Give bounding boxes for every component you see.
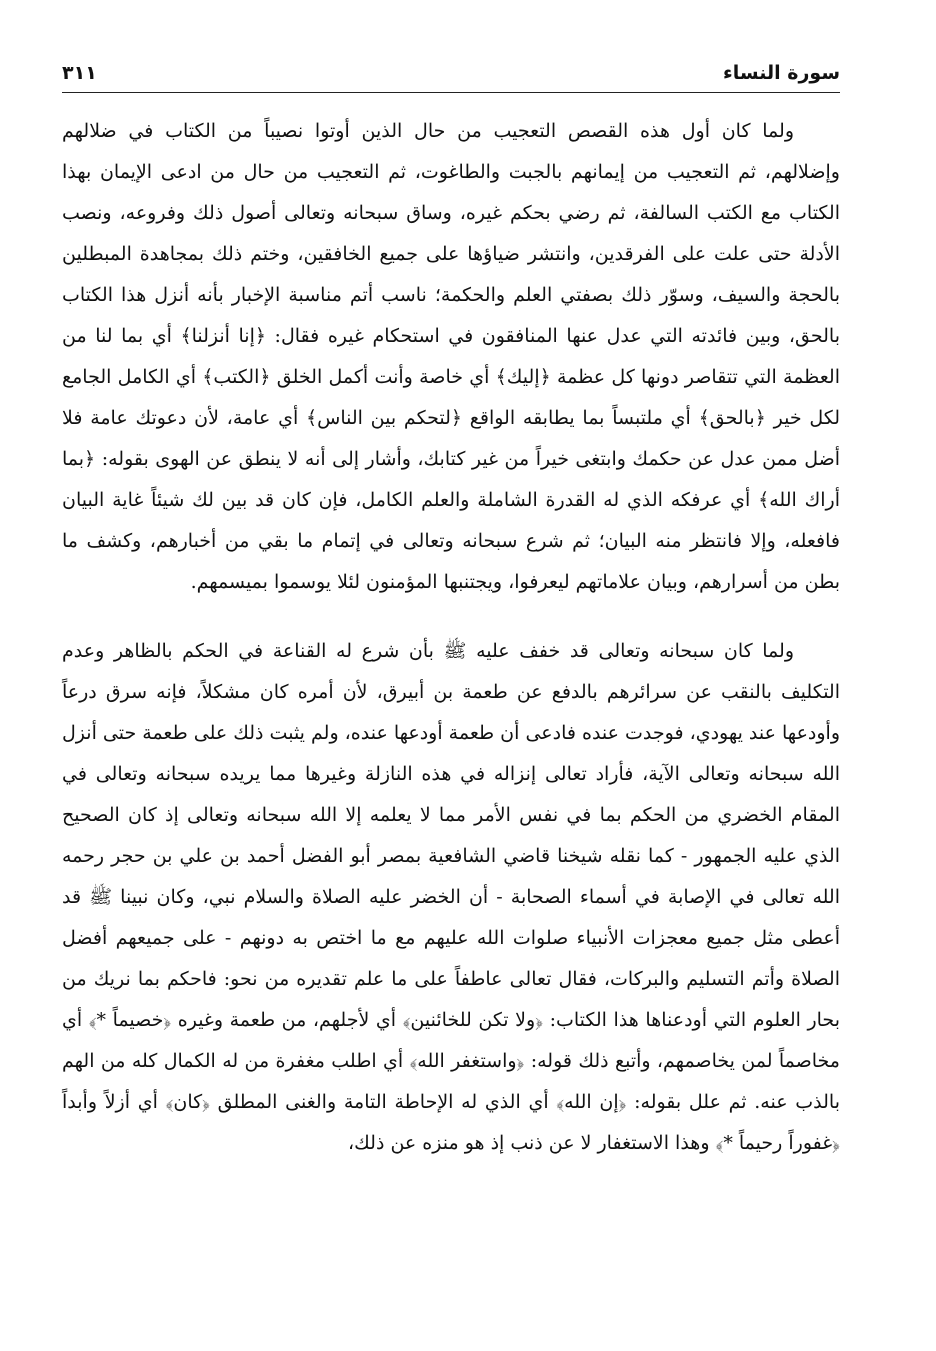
body-text — [62, 111, 840, 1164]
page-number: ٣١١ — [62, 62, 97, 84]
paragraph-gap — [62, 603, 840, 631]
running-header — [62, 54, 840, 93]
paragraph: ولما كان أول هذه القصص التعجيب من حال الذين أوتوا نصيباً من الكتاب في ضلالهم وإضلالهم، ثم التعجيب من إيمانهم بالجبت والطاغوت، ثم التعجيب من حال من ادعى الإيمان بهذا الكتاب مع الكتب السالفة، ثم رضي بحكم غيره، وساق سبحانه وتعالى أصول ذلك وفروعه، ونصب الأدلة حتى علت على الفرقدين، وانتشر ضياؤها على جميع الخافقين، وختم ذلك بمجاهدة المبطلين بالحجة والسيف، وسوّر ذلك بصفتي العلم والحكمة؛ ناسب أتم مناسبة الإخبار بأنه أنزل هذا الكتاب بالحق، وبين فائدته التي عدل عنها المنافقون في استحكام غيره فقال: ﴿إنا أنزلنا﴾ أي بما لنا من العظمة التي تتقاصر دونها كل عظمة ﴿إليك﴾ أي خاصة وأنت أكمل الخلق ﴿الكتب﴾ أي الكامل الجامع لكل خير ﴿بالحق﴾ أي ملتبساً بما يطابقه الواقع ﴿لتحكم بين الناس﴾ أي عامة، لأن دعوتك عامة فلا أضل ممن عدل عن حكمك وابتغى خيراً من غير كتابك، وأشار إلى أنه لا ينطق عن الهوى بقوله: ﴿بما أراك الله﴾ أي عرفكه الذي له القدرة الشاملة والعلم الكامل، فإن كان قد بين لك شيئاً غاية البيان فافعله، وإلا فانتظر منه البيان؛ ثم شرع سبحانه وتعالى في إتمام ما بقي من أخبارهم، وكشف ما بطن من أسرارهم، وبيان علاماتهم ليعرفوا، ويجتنبها المؤمنون لئلا يوسموا بميسمهم. — [62, 120, 840, 593]
book-page — [62, 54, 840, 1324]
surah-title: سورة النساء — [723, 62, 840, 84]
paragraph: ولما كان سبحانه وتعالى قد خفف عليه ﷺ بأن شرع له القناعة في الحكم بالظاهر وعدم التكليف بالنقب عن سرائرهم بالدفع عن طعمة بن أبيرق، لأن أمره كان مشكلاً، فإنه سرق درعاً وأودعها عند يهودي، فوجدت عنده فادعى أن طعمة أودعها عنده، ولم يثبت ذلك على طعمة حتى أنزل الله سبحانه وتعالى الآية، فأراد تعالى إنزاله في هذه النازلة وغيرها مما يريده سبحانه وتعالى في المقام الخضري من الحكم بما في نفس الأمر مما لا يعلمه إلا الله سبحانه وتعالى إذ كان الصحيح الذي عليه الجمهور - كما نقله شيخنا قاضي الشافعية بمصر أبو الفضل أحمد بن علي بن حجر رحمه الله تعالى في الإصابة في أسماء الصحابة - أن الخضر عليه الصلاة والسلام نبي، وكان نبينا ﷺ قد أعطى مثل جميع معجزات الأنبياء صلوات الله عليهم مع ما اختص به دونهم - على جميعهم أفضل الصلاة وأتم التسليم والبركات، فقال تعالى عاطفاً على ما علم تقديره من نحو: فاحكم بما نريك من بحار العلوم التي أودعناها هذا الكتاب: ﴿ولا تكن للخائنين﴾ أي لأجلهم، من طعمة وغيره ﴿خصيماً *﴾ أي مخاصماً لمن يخاصمهم، وأتبع ذلك قوله: ﴿واستغفر الله﴾ أي اطلب مغفرة من له الكمال كله من الهم بالذب عنه. ثم علل بقوله: ﴿إن الله﴾ أي الذي له الإحاطة التامة والغنى المطلق ﴿كان﴾ أي أزلاً وأبداً ﴿غفوراً رحيماً *﴾ وهذا الاستغفار لا عن ذنب إذ هو منزه عن ذلك، — [62, 640, 840, 1154]
